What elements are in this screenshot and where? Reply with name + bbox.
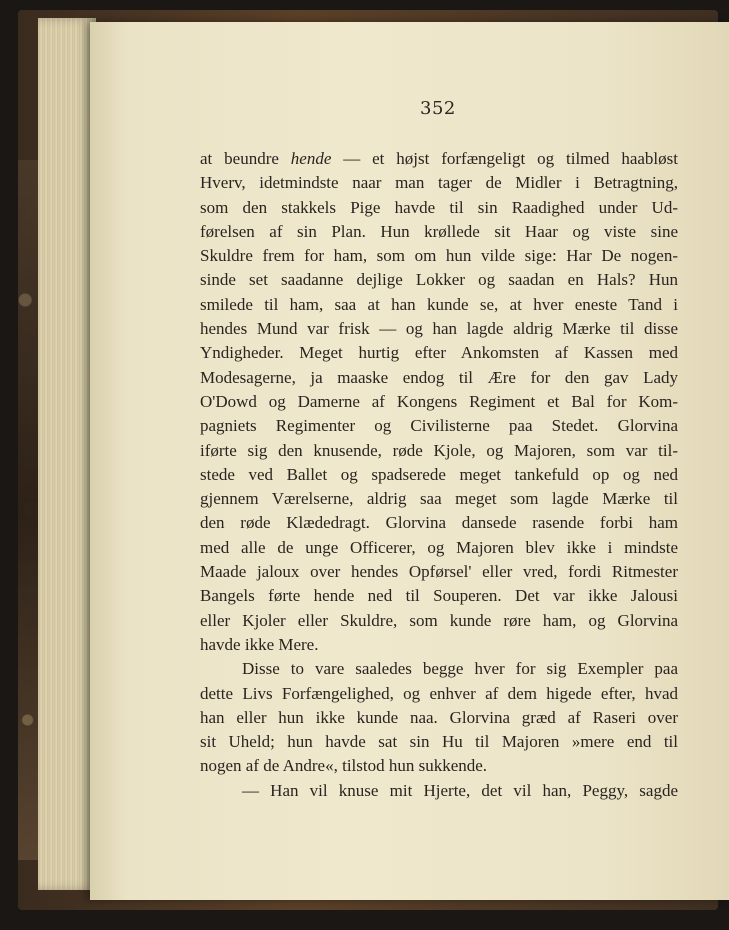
text-line: som den stakkels Pige havde til sin Raadighed under Ud- [200,197,678,217]
text-line [200,147,678,171]
text-line: stede ved Ballet og spadserede meget tankefuld op og ned [200,464,678,484]
text-line: Maade jaloux over hendes Opførsel' eller vred, fordi Ritmester [200,562,678,582]
text-line: havde ikke Mere. [200,634,319,654]
text-fragment: — et højst forfængeligt og tilmed haabløst [331,149,678,168]
text-line: Yndigheder. Meget hurtig efter Ankomsten af Kassen med [200,343,678,363]
text-line: Modesagerne, ja maaske endog til Ære for den gav Lady [200,367,678,387]
text-line: eller Kjoler eller Skuldre, som kunde røre ham, og Glorvina [200,610,678,630]
text-line: nogen af de Andre«, tilstod hun sukkende. [200,756,488,776]
text-line: O'Dowd og Damerne af Kongens Regiment et Bal for Kom- [200,391,678,411]
text-line: — Han vil knuse mit Hjerte, det vil han, Peggy, sagde [242,780,678,800]
text-line: Disse to vare saaledes begge hver for sig Exempler paa [242,659,678,679]
text-line: med alle de unge Officerer, og Majoren blev ikke i mindste [200,537,678,557]
page-edges [38,18,96,890]
text-line: sit Uheld; hun havde sat sin Hu til Majoren »mere end til [200,732,678,752]
text-line: Hverv, idetmindste naar man tager de Midler i Betragtning, [200,173,678,193]
text-line: hendes Mund var frisk — og han lagde aldrig Mærke til disse [200,319,678,339]
italic-word: hende [290,149,332,168]
text-fragment: at beundre [200,149,291,168]
text-line: Skuldre frem for ham, som om hun vilde sige: Har De nogen- [200,246,678,266]
text-line: den røde Klædedragt. Glorvina dansede rasende forbi ham [200,513,678,533]
text-line: smilede til ham, saa at han kunde se, at hver eneste Tand i [200,294,678,314]
page-number: 352 [420,98,456,119]
text-line: Bangels førte hende ned til Souperen. Det var ikke Jalousi [200,586,678,606]
text-line: dette Livs Forfængelighed, og enhver af dem higede efter, hvad [200,683,678,703]
text-line: iførte sig den knusende, røde Kjole, og Majoren, som var til- [200,440,678,460]
page-text [200,147,678,803]
text-line: førelsen af sin Plan. Hun krøllede sit Haar og viste sine [200,221,678,241]
text-line: han eller hun ikke kunde naa. Glorvina græd af Raseri over [200,707,678,727]
text-line: gjennem Værelserne, aldrig saa meget som lagde Mærke til [200,489,678,509]
text-line: pagniets Regimenter og Civilisterne paa Stedet. Glorvina [200,416,678,436]
text-line: sinde set saadanne dejlige Lokker og saadan en Hals? Hun [200,270,678,290]
